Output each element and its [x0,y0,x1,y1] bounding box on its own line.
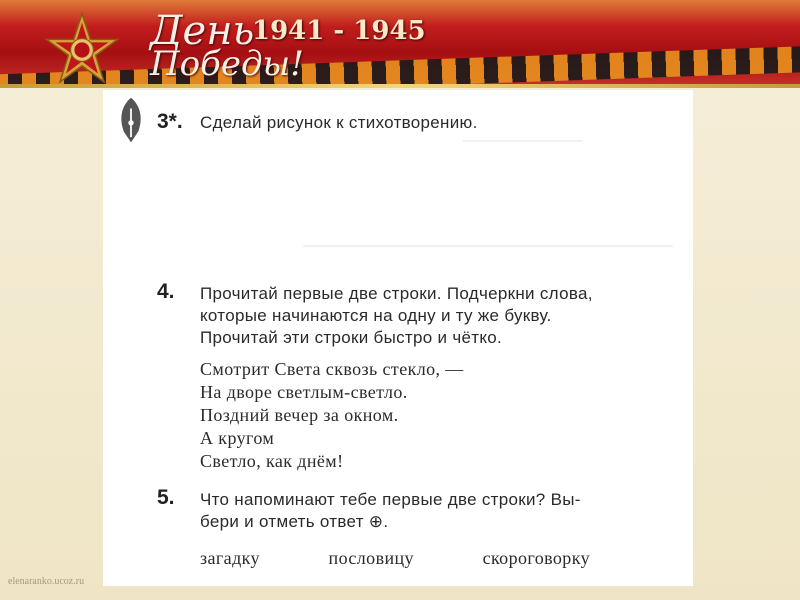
pen-icon [113,96,149,146]
poem [200,358,464,473]
task5-number: 5. [157,486,175,509]
poem-line: На дворе светлым-светло. [200,382,408,402]
banner-years: 1941 - 1945 [252,16,426,46]
task5-line: Что напоминают тебе первые две строки? Вы- [200,490,581,509]
answer-option[interactable]: скороговорку [482,548,590,568]
task4-text [200,283,680,349]
poem-line: Смотрит Света сквозь стекло, — [200,359,464,379]
poem-line: Поздний вечер за окном. [200,405,399,425]
task4-number: 4. [157,280,175,303]
poem-line: Светло, как днём! [200,451,344,471]
order-star-icon [44,12,120,88]
textbook-page [103,90,693,586]
banner-divider [0,84,800,88]
poem-line: А кругом [200,428,275,448]
answer-option[interactable]: загадку [200,548,260,568]
st-george-ribbon [0,45,800,88]
task4-line: Прочитай первые две строки. Подчеркни слова, [200,284,593,303]
answer-option[interactable]: пословицу [328,548,414,568]
task4-line: которые начинаются на одну и ту же букву. [200,306,552,325]
answer-options [200,548,590,569]
header-banner [0,0,800,88]
watermark: elenaranko.ucoz.ru [8,576,85,587]
task3-number: 3*. [157,110,183,133]
task4-line: Прочитай эти строки быстро и чётко. [200,328,503,347]
bleed-through-line [463,140,583,142]
task5-text [200,489,680,533]
bleed-through-line [303,245,673,247]
task5-line: бери и отметь ответ ⊕. [200,512,389,531]
task3-text: Сделай рисунок к стихотворению. [200,113,478,132]
banner-title-line1: День [150,8,255,54]
banner-title-line2: Победы! [150,44,304,84]
